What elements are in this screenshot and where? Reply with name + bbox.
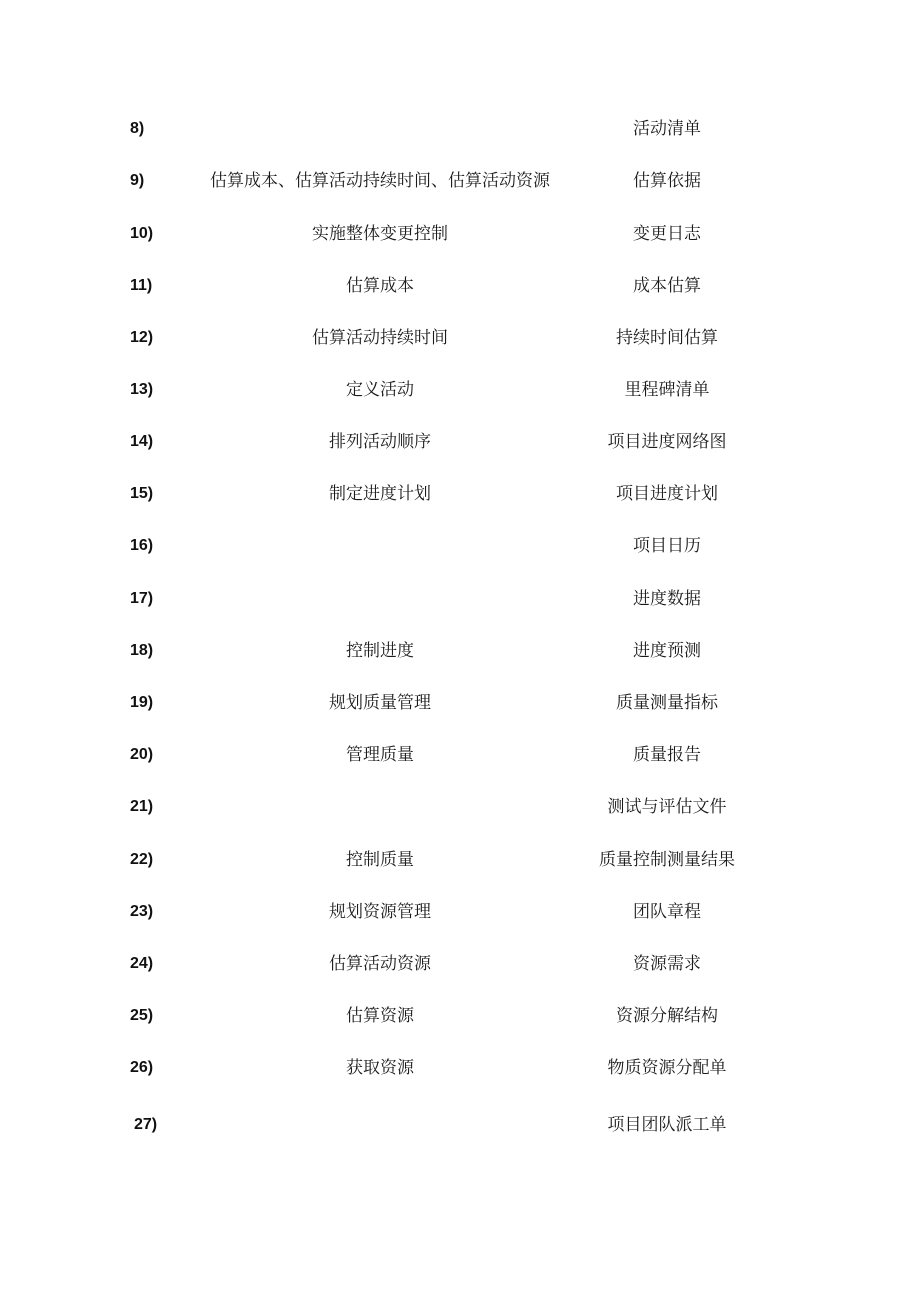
process-name: 估算成本 <box>346 276 414 296</box>
item-number: 9) <box>130 172 145 189</box>
item-number: 26) <box>130 1059 154 1076</box>
process-name: 估算成本、估算活动持续时间、估算活动资源 <box>210 171 550 191</box>
list-item <box>0 271 920 301</box>
output-name: 质量测量指标 <box>616 693 718 713</box>
output-name: 成本估算 <box>633 276 701 296</box>
item-number: 24) <box>130 955 154 972</box>
process-name: 管理质量 <box>346 745 414 765</box>
list-item <box>0 1053 920 1083</box>
list-item <box>0 531 920 561</box>
list-item <box>0 792 920 822</box>
list-item <box>0 375 920 405</box>
list-item <box>0 1110 920 1140</box>
output-name: 进度数据 <box>633 589 701 609</box>
process-name: 估算活动资源 <box>329 954 431 974</box>
item-number: 16) <box>130 537 154 554</box>
output-name: 项目日历 <box>633 536 701 556</box>
item-number: 21) <box>130 798 154 815</box>
process-name: 估算资源 <box>346 1006 414 1026</box>
item-number: 11) <box>130 277 153 294</box>
item-number: 17) <box>130 590 154 607</box>
item-number: 23) <box>130 903 154 920</box>
list-item <box>0 323 920 353</box>
output-name: 物质资源分配单 <box>607 1058 727 1078</box>
item-number: 22) <box>130 851 154 868</box>
output-name: 持续时间估算 <box>616 328 718 348</box>
output-name: 里程碑清单 <box>624 380 710 400</box>
output-name: 变更日志 <box>633 224 701 244</box>
list-item <box>0 740 920 770</box>
list-item <box>0 427 920 457</box>
item-number: 12) <box>130 329 154 346</box>
item-number: 15) <box>130 485 154 502</box>
output-name: 资源需求 <box>633 954 701 974</box>
process-name: 获取资源 <box>346 1058 414 1078</box>
list-item <box>0 897 920 927</box>
process-name: 制定进度计划 <box>329 484 431 504</box>
list-item <box>0 688 920 718</box>
process-name: 控制质量 <box>346 850 414 870</box>
list-item <box>0 479 920 509</box>
item-number: 18) <box>130 642 154 659</box>
list-item <box>0 1001 920 1031</box>
output-name: 活动清单 <box>633 119 701 139</box>
output-name: 项目进度网络图 <box>607 432 727 452</box>
output-name: 质量报告 <box>633 745 701 765</box>
output-name: 测试与评估文件 <box>607 797 727 817</box>
list-item <box>0 949 920 979</box>
item-number: 8) <box>130 120 145 137</box>
list-item <box>0 219 920 249</box>
list-item <box>0 845 920 875</box>
process-name: 定义活动 <box>346 380 414 400</box>
process-name: 规划资源管理 <box>329 902 431 922</box>
process-name: 估算活动持续时间 <box>312 328 448 348</box>
item-number: 27) <box>134 1116 158 1133</box>
process-name: 实施整体变更控制 <box>312 224 448 244</box>
process-name: 规划质量管理 <box>329 693 431 713</box>
process-name: 控制进度 <box>346 641 414 661</box>
item-number: 13) <box>130 381 154 398</box>
item-number: 19) <box>130 694 154 711</box>
item-number: 10) <box>130 225 154 242</box>
item-number: 25) <box>130 1007 154 1024</box>
output-name: 项目团队派工单 <box>607 1115 727 1135</box>
list-item <box>0 584 920 614</box>
list-item <box>0 166 920 196</box>
list-item <box>0 114 920 144</box>
list-item <box>0 636 920 666</box>
output-name: 质量控制测量结果 <box>599 850 735 870</box>
item-number: 20) <box>130 746 154 763</box>
process-name: 排列活动顺序 <box>329 432 431 452</box>
output-name: 资源分解结构 <box>616 1006 718 1026</box>
output-name: 项目进度计划 <box>616 484 718 504</box>
item-number: 14) <box>130 433 154 450</box>
output-name: 进度预测 <box>633 641 701 661</box>
output-name: 团队章程 <box>633 902 701 922</box>
output-name: 估算依据 <box>633 171 701 191</box>
